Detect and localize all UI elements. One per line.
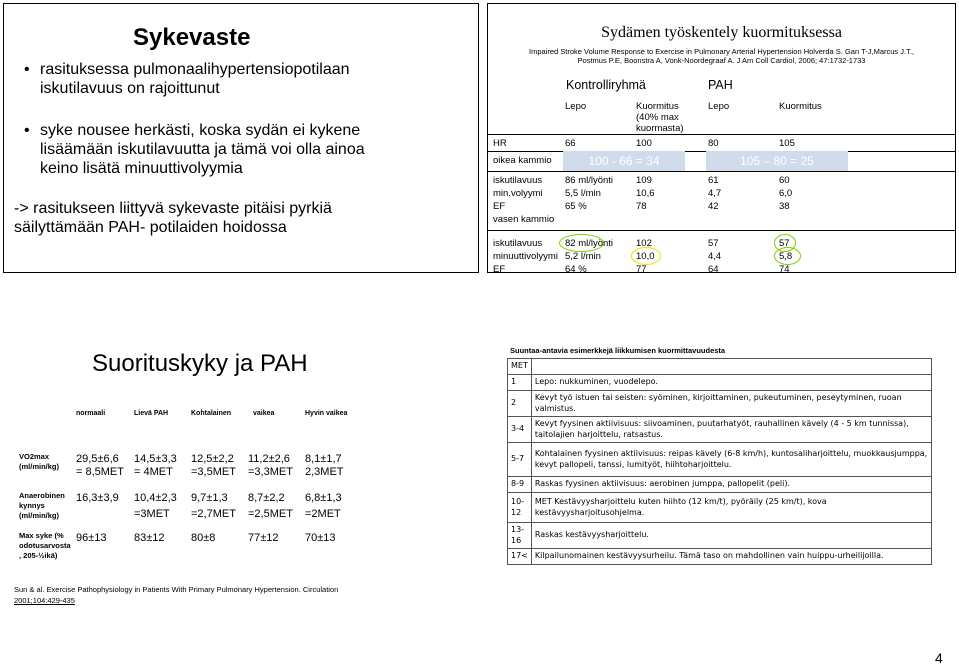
rv-sv-value: 86 ml/lyönti [565,175,614,186]
slide1-bullet-2-text: syke nousee herkästi, koska sydän ei kykene lisäämään iskutilavuutta ja tämä voi olla ainoa keino lisätä minuuttivolyymia [40,122,365,177]
table-row [508,417,932,443]
col-exercise-control-3: kuormasta) [636,123,684,134]
max-hr-value: 77±12 [248,532,279,544]
rv-mv-label: min.volyymi [493,188,543,199]
max-hr-value: 96±13 [76,532,107,544]
rv-divider [488,171,955,172]
slide1-conclusion: -> rasitukseen liittyvä sykevaste pitäisi pyrkiä säilyttämään PAH- potilaiden hoidossa [14,200,332,236]
lv-ef-value: 74 [779,264,790,273]
row-label-vo2max: VO2max (ml/min/kg) [19,452,60,471]
hr-label: HR [493,138,507,149]
lv-sv-value: 57 [779,238,790,249]
rv-ef-value: 38 [779,201,790,212]
citation-line-2: 2001;104:429-435 [14,596,75,605]
vo2max-met: =3,3MET [248,466,293,478]
table-row [508,549,932,565]
lv-divider [488,230,955,231]
lv-sv-value: 57 [708,238,719,249]
hr-value: 66 [565,138,576,149]
anaerobic-met: =2,5MET [248,508,293,520]
vo2max-met: = 8,5MET [76,466,124,478]
anaerobic-met: =3MET [134,508,170,520]
anaerobic-value: 10,4±2,3 [134,492,177,504]
rv-diff-control-box: 100 - 66 = 34 [563,151,685,171]
met-value: 8-9 [508,477,532,493]
table-row [508,391,932,417]
col-exercise-control-1: Kuormitus [636,101,679,112]
anaerobic-value: 9,7±1,3 [191,492,228,504]
rv-mv-value: 10,6 [636,188,655,199]
met-description: Lepo: nukkuminen, vuodelepo. [531,375,931,391]
rv-ef-label: EF [493,201,506,212]
met-description: Kilpailunomainen kestävyysurheilu. Tämä taso on mahdollinen vain huippu-urheilijoilla. [531,549,931,565]
highlight-circle [631,247,661,265]
table-row [508,443,932,477]
bullet-dot: • [24,61,30,78]
vo2max-value: 11,2±2,6 [248,453,290,465]
met-description: Raskas kestävyysharjoittelu. [531,523,931,549]
rv-sv-value: 60 [779,175,790,186]
table-header: Lievä PAH [134,410,169,417]
lv-mv-label: minuuttivolyymi [493,251,558,262]
table-header: Kohtalainen [191,410,232,417]
table-row [508,477,932,493]
page-number: 4 [935,650,943,666]
lv-ef-value: 64 % [565,264,587,273]
table-header: vaikea [253,410,275,417]
hr-value: 100 [636,138,652,149]
rv-label: oikea kammio [493,155,552,166]
slide1-bullet-1 [24,60,369,98]
lv-sv-value: 102 [636,238,652,249]
lv-mv-value: 5,8 [779,251,793,262]
rv-mv-value: 6,0 [779,188,793,199]
slide1-bullet-2 [24,121,369,178]
rv-ef-value: 78 [636,201,647,212]
slide1-title: Sykevaste [133,24,251,51]
group-pah-header: PAH [708,78,733,92]
met-table-heading: Suuntaa-antavia esimerkkejä liikkumisen kuormittavuudesta [510,346,726,355]
rv-mv-value: 5,5 l/min [565,188,601,199]
anaerobic-value: 6,8±1,3 [305,492,342,504]
lv-mv-value: 4,4 [708,251,722,262]
col-rest-control: Lepo [565,101,587,112]
met-value: 3-4 [508,417,532,443]
col-rest-pah: Lepo [708,101,730,112]
rv-mv-value: 4,7 [708,188,722,199]
lv-mv-value: 5,2 l/min [565,251,601,262]
bullet-dot: • [24,122,30,139]
table-row [508,523,932,549]
row-label-anaerobic: Anaerobinen kynnys (ml/min/kg) [19,491,65,520]
met-header-empty [531,359,931,375]
table-header: Hyvin vaikea [305,410,348,417]
vo2max-met: =3,5MET [191,466,236,478]
anaerobic-met: =2MET [305,508,341,520]
vo2max-met: = 4MET [134,466,173,478]
highlight-circle [774,247,801,265]
met-header: MET [508,359,532,375]
slide2-reference-line-1: Impaired Stroke Volume Response to Exercise in Pulmonary Arterial Hypertension Holverda S. Gan T-J,Marcus J.T., [528,47,915,56]
vo2max-value: 12,5±2,2 [191,453,234,465]
met-value: 10-12 [508,493,532,523]
max-hr-value: 70±13 [305,532,336,544]
lv-ef-value: 77 [636,264,647,273]
group-control-header: Kontrolliryhmä [566,78,646,92]
table-header: normaali [76,410,106,417]
slide2-title: Sydämen työskentely kuormituksessa [601,24,842,41]
table-row [508,493,932,523]
rv-ef-value: 42 [708,201,719,212]
met-table [507,358,932,565]
lv-sv-label: iskutilavuus [493,238,543,249]
col-exercise-pah: Kuormitus [779,101,822,112]
header-divider [488,134,955,135]
anaerobic-met: =2,7MET [191,508,236,520]
met-value: 17< [508,549,532,565]
met-description: Kevyt työ istuen tai seisten: syöminen, kirjoittaminen, pukeutuminen, peseytyminen, ruoan valmistus. [531,391,931,417]
met-value: 13-16 [508,523,532,549]
rv-sv-value: 61 [708,175,719,186]
col-exercise-control-2: (40% max [636,112,679,123]
rv-diff-pah-box: 105 – 80 = 25 [706,151,848,171]
highlight-circle [559,234,604,252]
lv-sv-value: 82 ml/lyönti [565,238,614,249]
lv-ef-label: EF [493,264,506,273]
lv-ef-value: 64 [708,264,719,273]
vo2max-value: 8,1±1,7 [305,453,342,465]
lv-mv-value: 10,0 [636,251,655,262]
slide1-bullet-1-text: rasituksessa pulmonaalihypertensiopotilaan iskutilavuus on rajoittunut [40,61,350,97]
table-row [508,359,932,375]
vo2max-met: 2,3MET [305,466,344,478]
table-row [508,375,932,391]
slide-heart-work [487,3,956,273]
hr-value: 80 [708,138,719,149]
citation-line-1: Sun & al. Exercise Pathophysiology in Patients With Primary Pulmonary Hypertension. Circulation [14,585,339,594]
met-description: Raskas fyysinen aktiivisuus: aerobinen jumppa, pallopelit (peli). [531,477,931,493]
anaerobic-value: 8,7±2,2 [248,492,285,504]
max-hr-value: 83±12 [134,532,165,544]
slide-sykevaste [3,3,479,273]
vo2max-value: 29,5±6,6 [76,453,119,465]
rv-sv-label: iskutilavuus [493,175,543,186]
met-description: Kevyt fyysinen aktiivisuus: siivoaminen, puutarhatyöt, rauhallinen kävely (4 - 5 km tunnissa), taitolajien harjoittelu, ratsastus. [531,417,931,443]
met-value: 1 [508,375,532,391]
hr-value: 105 [779,138,795,149]
met-description: MET Kestävyysharjoittelu kuten hiihto (12 km/t), pyöräily (25 km/t), kova kestävyysharjoitusohjelma. [531,493,931,523]
met-value: 5-7 [508,443,532,477]
vo2max-value: 14,5±3,3 [134,453,177,465]
rv-sv-value: 109 [636,175,652,186]
slide3-title: Suorituskyky ja PAH [92,350,308,377]
anaerobic-value: 16,3±3,9 [76,492,119,504]
row-label-max-hr: Max syke (% odotusarvosta , 205-½ikä) [19,531,71,560]
rv-ef-value: 65 % [565,201,587,212]
met-value: 2 [508,391,532,417]
lv-label: vasen kammio [493,214,555,225]
met-description: Kohtalainen fyysinen aktiivisuus: reipas kävely (6-8 km/h), kuntosaliharjoittelu, muokkausjumppa, kevyt pallopeli, tanssi, lumityöt, hiihtoharjoittelu. [531,443,931,477]
max-hr-value: 80±8 [191,532,216,544]
slide2-reference-line-2: Postmus P.E, Boonstra A, Vonk-Noordegraaf A. J Am Coll Cardiol, 2006; 47:1732-1733 [577,56,866,65]
